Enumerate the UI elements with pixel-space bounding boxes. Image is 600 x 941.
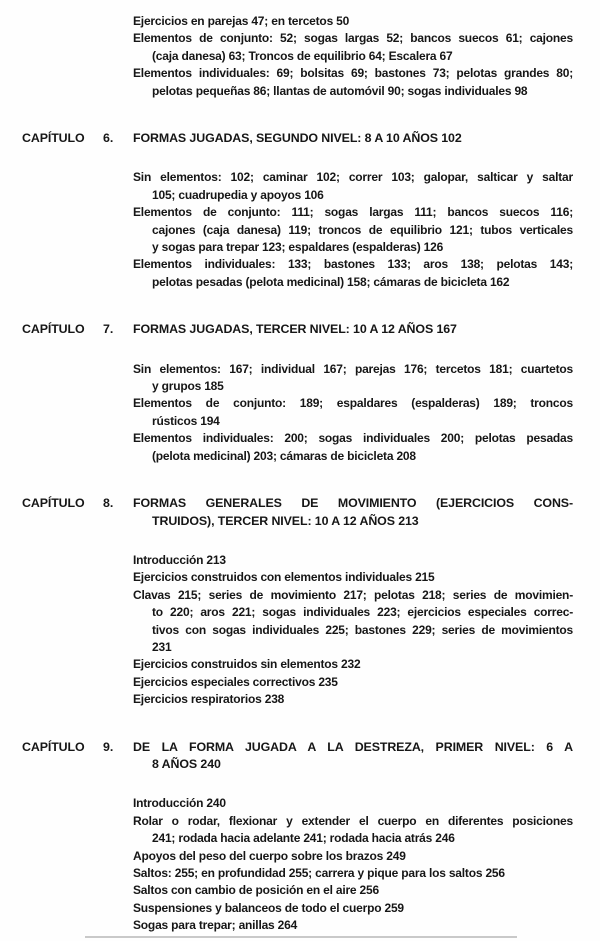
toc-intro-block (133, 13, 573, 100)
chapter-heading (22, 495, 573, 530)
toc-entry-line: (caja danesa) 63; Troncos de equilibrio 64; Escalera 67 (152, 48, 453, 63)
chapter-heading (22, 130, 573, 147)
chapter-body (133, 169, 573, 291)
toc-entry-line: Ejercicios en parejas 47; en tercetos 50 (133, 14, 350, 28)
toc-entry-line: (pelota medicinal) 203; cámaras de bicicleta 208 (152, 448, 416, 463)
toc-entry-line: 241; rodada hacia adelante 241; rodada hacia atrás 246 (152, 831, 455, 846)
toc-entry-line: cajones (caja danesa) 119; troncos de equilibrio 121; tubos verticales (152, 222, 573, 237)
toc-entry-line: Elementos individuales: 133; bastones 133; aros 138; pelotas 143; (133, 257, 573, 272)
toc-entry-line: Ejercicios construidos sin elementos 232 (133, 657, 361, 672)
toc-entry-line: Apoyos del peso del cuerpo sobre los brazos 249 (133, 848, 406, 863)
chapter-body (133, 795, 573, 934)
toc-entry-line: Elementos de conjunto: 189; espaldares (espalderas) 189; troncos (133, 396, 573, 411)
chapter-title-line: TRUIDOS), TERCER NIVEL: 10 A 12 AÑOS 213 (152, 513, 419, 528)
toc-entry-line: Saltos: 255; en profundidad 255; carrera y pique para los saltos 256 (133, 866, 505, 880)
toc-entry-line: pelotas pesadas (pelota medicinal) 158; cámaras de bicicleta 162 (152, 274, 510, 289)
chapter-label: CAPÍTULO (22, 739, 85, 754)
toc-entry-line: to 220; aros 221; sogas individuales 223; ejercicios especiales correc- (152, 605, 573, 620)
toc-entry-line: Introducción 213 (133, 552, 226, 567)
toc-chapter-list (0, 100, 600, 935)
chapter-label: CAPÍTULO (22, 322, 85, 337)
toc-entry-line: y grupos 185 (152, 379, 224, 394)
chapter-title-line: 8 AÑOS 240 (152, 756, 221, 771)
chapter-number: 7. (103, 322, 114, 337)
chapter-body (133, 361, 573, 465)
chapter-title (133, 130, 573, 147)
chapter-title (133, 739, 573, 774)
chapter-title-line: FORMAS JUGADAS, SEGUNDO NIVEL: 8 A 10 AÑOS 102 (133, 131, 462, 145)
chapter-title (133, 321, 573, 338)
toc-entry-line: Introducción 240 (133, 796, 226, 811)
toc-entry-line: Rolar o rodar, flexionar y extender el cuerpo en diferentes posiciones (133, 813, 573, 828)
toc-entry-line: Clavas 215; series de movimiento 217; pelotas 218; series de movimien- (133, 587, 573, 602)
toc-entry-line: pelotas pequeñas 86; llantas de automóvil 90; sogas individuales 98 (152, 83, 528, 98)
chapter-section (0, 739, 600, 935)
chapter-title-line: FORMAS JUGADAS, TERCER NIVEL: 10 A 12 AÑOS 167 (133, 322, 457, 337)
toc-entry-line: Elementos de conjunto: 111; sogas largas 111; bancos suecos 116; (133, 205, 573, 220)
chapter-body (133, 552, 573, 709)
chapter-number: 8. (103, 496, 114, 511)
chapter-label: CAPÍTULO (22, 496, 85, 511)
toc-entry-line: Sin elementos: 167; individual 167; parejas 176; tercetos 181; cuartetos (133, 361, 573, 376)
toc-entry-line: Elementos de conjunto: 52; sogas largas 52; bancos suecos 61; cajones (133, 31, 573, 46)
toc-entry-line: Elementos individuales: 200; sogas individuales 200; pelotas pesadas (133, 431, 573, 446)
chapter-heading (22, 321, 573, 338)
chapter-number: 9. (103, 739, 114, 754)
chapter-label: CAPÍTULO (22, 131, 85, 145)
scan-artifact-line (85, 936, 517, 938)
toc-entry-line: 231 (152, 639, 172, 654)
toc-entry-line: 105; cuadrupedia y apoyos 106 (152, 187, 324, 202)
toc-entry-line: y sogas para trepar 123; espaldares (espalderas) 126 (152, 240, 444, 255)
chapter-title-line: DE LA FORMA JUGADA A LA DESTREZA, PRIMER NIVEL: 6 A (133, 739, 573, 754)
toc-entry-line: Sogas para trepar; anillas 264 (133, 918, 298, 933)
chapter-title-line: FORMAS GENERALES DE MOVIMIENTO (EJERCICIOS CONS- (133, 496, 573, 511)
toc-entry-line: Ejercicios respiratorios 238 (133, 692, 285, 707)
toc-entry-line: Ejercicios especiales correctivos 235 (133, 674, 338, 689)
toc-entry-line: Elementos individuales: 69; bolsitas 69; bastones 73; pelotas grandes 80; (133, 66, 573, 81)
chapter-heading (22, 739, 573, 774)
chapter-section (0, 130, 600, 291)
toc-entry-line: Sin elementos: 102; caminar 102; correr 103; galopar, salticar y saltar (133, 170, 573, 185)
toc-entry-line: tivos con sogas individuales 225; bastones 229; series de movimientos (152, 622, 573, 637)
chapter-section (0, 321, 600, 465)
chapter-number: 6. (103, 131, 114, 145)
chapter-section (0, 495, 600, 708)
chapter-title (133, 495, 573, 530)
toc-entry-line: Suspensiones y balanceos de todo el cuerpo 259 (133, 900, 404, 915)
toc-entry-line: rústicos 194 (152, 413, 220, 428)
toc-entry-line: Saltos con cambio de posición en el aire 256 (133, 883, 379, 898)
toc-entry-line: Ejercicios construidos con elementos individuales 215 (133, 570, 435, 585)
